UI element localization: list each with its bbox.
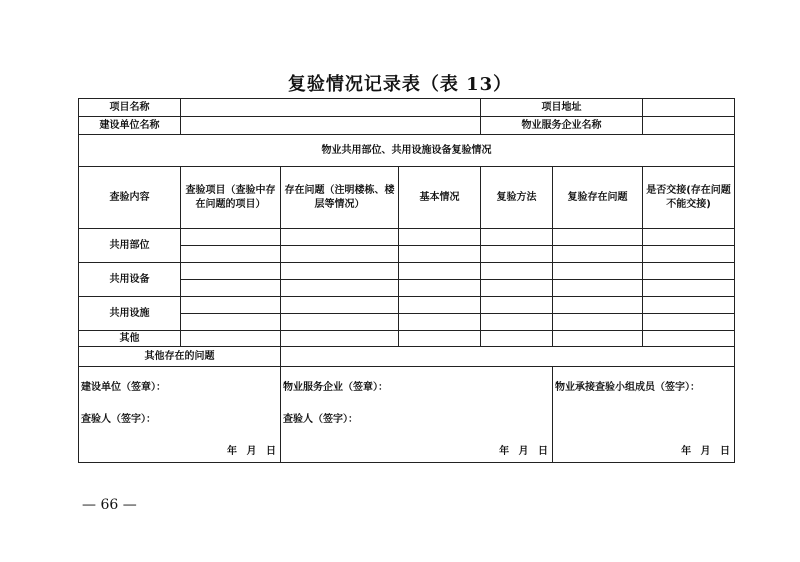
cell[interactable] [643, 297, 735, 314]
cell[interactable] [643, 331, 735, 347]
cell[interactable] [481, 331, 553, 347]
cell[interactable] [399, 263, 481, 280]
committee-date-label: 年 月 日 [681, 446, 731, 457]
cell[interactable] [481, 297, 553, 314]
project-address-field[interactable] [643, 99, 735, 117]
column-header-row [79, 167, 735, 229]
cell[interactable] [553, 297, 643, 314]
project-address-label: 项目地址 [481, 99, 643, 117]
section-row [79, 135, 735, 167]
cell[interactable] [281, 229, 399, 246]
cell[interactable] [181, 246, 281, 263]
builder-label: 建设单位名称 [79, 117, 181, 135]
cell[interactable] [399, 331, 481, 347]
cell[interactable] [181, 229, 281, 246]
builder-row [79, 117, 735, 135]
cell[interactable] [281, 280, 399, 297]
committee-signature-block[interactable] [553, 367, 735, 463]
cell[interactable] [553, 246, 643, 263]
cell[interactable] [643, 246, 735, 263]
cell[interactable] [553, 229, 643, 246]
cell[interactable] [481, 229, 553, 246]
cell[interactable] [643, 263, 735, 280]
cell[interactable] [281, 331, 399, 347]
cell[interactable] [399, 229, 481, 246]
reinspection-record-table [78, 98, 735, 463]
category-shared-facilities: 共用设施 [79, 297, 181, 331]
property-signature-block[interactable] [281, 367, 553, 463]
property-date-label: 年 月 日 [499, 446, 549, 457]
cell[interactable] [553, 314, 643, 331]
table-row [79, 331, 735, 347]
form-title: 复验情况记录表（表 13） [287, 74, 513, 95]
other-issues-row [79, 347, 735, 367]
other-issues-label: 其他存在的问题 [79, 347, 281, 367]
col-handover: 是否交接(存在问题不能交接) [643, 167, 735, 229]
page-number: — 66 — [82, 497, 137, 513]
cell[interactable] [181, 280, 281, 297]
builder-inspector-label: 查验人（签字）： [81, 414, 156, 425]
cell[interactable] [281, 314, 399, 331]
property-company-field[interactable] [643, 117, 735, 135]
cell[interactable] [553, 331, 643, 347]
col-remaining: 复验存在问题 [553, 167, 643, 229]
property-company-label: 物业服务企业名称 [481, 117, 643, 135]
col-issues: 存在问题（注明楼栋、楼层等情况） [281, 167, 399, 229]
cell[interactable] [399, 280, 481, 297]
project-row [79, 99, 735, 117]
cell[interactable] [481, 314, 553, 331]
builder-date-label: 年 月 日 [227, 446, 276, 457]
project-name-field[interactable] [181, 99, 481, 117]
builder-field[interactable] [181, 117, 481, 135]
committee-members-label: 物业承接查验小组成员（签字）： [555, 382, 701, 393]
cell[interactable] [399, 297, 481, 314]
cell[interactable] [481, 246, 553, 263]
cell[interactable] [181, 331, 281, 347]
cell[interactable] [281, 297, 399, 314]
other-issues-field[interactable] [281, 347, 735, 367]
cell[interactable] [643, 314, 735, 331]
cell[interactable] [481, 280, 553, 297]
col-basic: 基本情况 [399, 167, 481, 229]
cell[interactable] [481, 263, 553, 280]
cell[interactable] [643, 229, 735, 246]
cell[interactable] [553, 263, 643, 280]
signature-row [79, 367, 735, 463]
project-name-label: 项目名称 [79, 99, 181, 117]
category-shared-parts: 共用部位 [79, 229, 181, 263]
cell[interactable] [181, 314, 281, 331]
cell[interactable] [643, 280, 735, 297]
table-row [79, 263, 735, 280]
table-row [79, 229, 735, 246]
section-title: 物业共用部位、共用设施设备复验情况 [79, 135, 735, 167]
col-method: 复验方法 [481, 167, 553, 229]
cell[interactable] [399, 314, 481, 331]
cell[interactable] [399, 246, 481, 263]
cell[interactable] [181, 263, 281, 280]
property-inspector-label: 查验人（签字）： [283, 414, 358, 425]
category-shared-equipment: 共用设备 [79, 263, 181, 297]
property-seal-label: 物业服务企业（签章）： [283, 382, 388, 393]
col-inspect-items: 查验项目（查验中存在问题的项目） [181, 167, 281, 229]
cell[interactable] [181, 297, 281, 314]
builder-seal-label: 建设单位（签章）： [81, 382, 166, 393]
category-other: 其他 [79, 331, 181, 347]
cell[interactable] [553, 280, 643, 297]
cell[interactable] [281, 246, 399, 263]
cell[interactable] [281, 263, 399, 280]
builder-signature-block[interactable] [79, 367, 281, 463]
col-inspect-content: 查验内容 [79, 167, 181, 229]
table-row [79, 297, 735, 314]
